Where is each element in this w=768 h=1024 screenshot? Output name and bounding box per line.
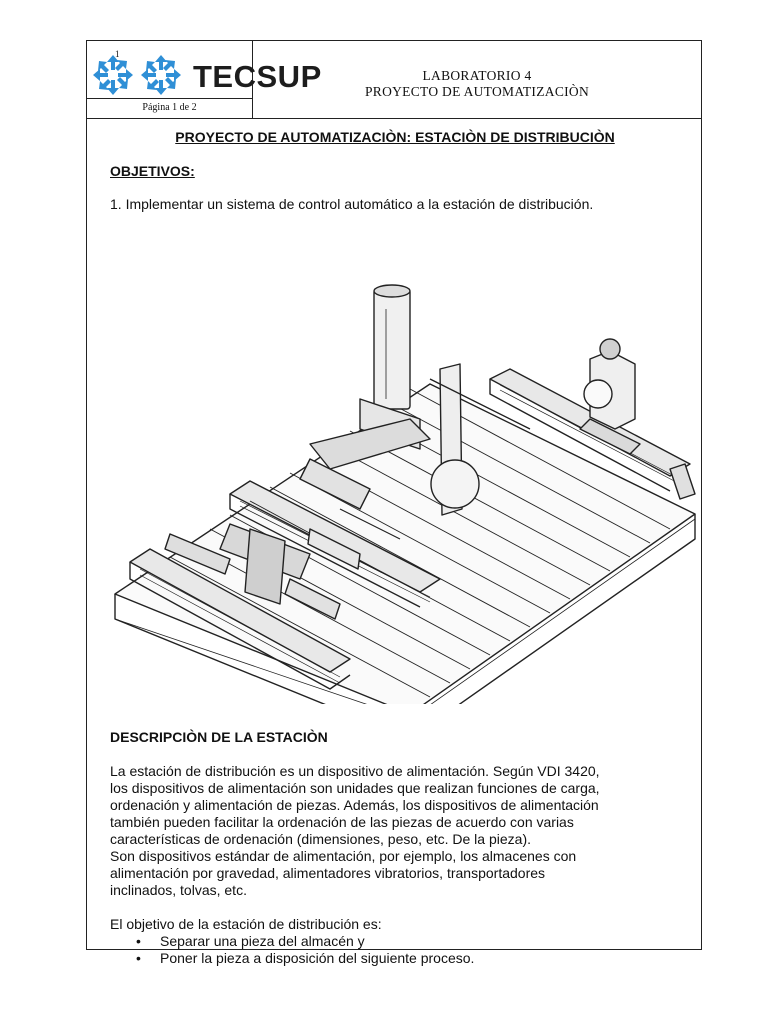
description-line: inclinados, tolvas, etc. xyxy=(110,882,247,898)
tecsup-logo xyxy=(91,47,331,99)
distribution-station-illustration xyxy=(110,279,710,704)
description-heading: DESCRIPCIÒN DE LA ESTACIÒN xyxy=(110,729,328,745)
page-frame xyxy=(86,40,702,966)
description-line: Son dispositivos estándar de alimentación, por ejemplo, los almacenes con xyxy=(110,848,577,864)
mini-page-number: 1 xyxy=(115,49,120,59)
header-title-block xyxy=(337,68,617,100)
objective-intro: El objetivo de la estación de distribución es: xyxy=(110,916,382,932)
page-number: Página 1 de 2 xyxy=(87,98,252,118)
project-title: PROYECTO DE AUTOMATIZACIÒN xyxy=(364,84,590,99)
description-paragraph xyxy=(110,763,650,899)
tecsup-emblem-icon xyxy=(91,53,191,97)
description-line: también pueden facilitar la ordenación de las piezas de acuerdo con varias xyxy=(110,814,574,830)
objective-item: 1. Implementar un sistema de control automático a la estación de distribución. xyxy=(110,196,594,212)
description-line: ordenación y alimentación de piezas. Además, los dispositivos de alimentación xyxy=(110,797,599,813)
objectives-heading: OBJETIVOS: xyxy=(110,163,195,179)
lab-title: LABORATORIO 4 xyxy=(422,68,532,83)
document-title: PROYECTO DE AUTOMATIZACIÒN: ESTACIÒN DE DISTRIBUCIÒN xyxy=(175,129,615,145)
document-body xyxy=(110,129,680,966)
brand-name: TECSUP xyxy=(193,59,322,94)
bullet-list xyxy=(132,933,474,967)
document-header xyxy=(87,41,701,119)
bullet-item: • Separar una pieza del almacén y xyxy=(132,933,474,950)
description-line: alimentación por gravedad, alimentadores vibratorios, transportadores xyxy=(110,865,546,881)
bullet-item: • Poner la pieza a disposición del siguiente proceso. xyxy=(132,950,474,967)
description-line: La estación de distribución es un dispositivo de alimentación. Según VDI 3420, xyxy=(110,763,600,779)
description-line: los dispositivos de alimentación son unidades que realizan funciones de carga, xyxy=(110,780,600,796)
description-line: características de ordenación (dimensiones, peso, etc. De la pieza). xyxy=(110,831,531,847)
